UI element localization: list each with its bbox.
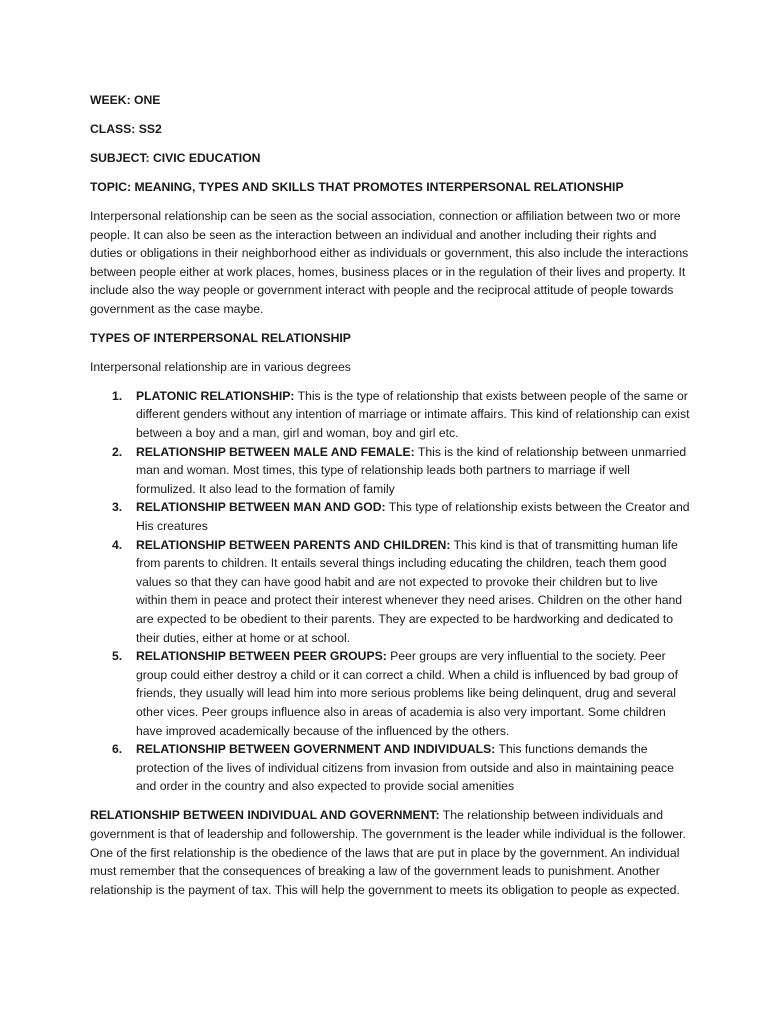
week-line: WEEK: ONE — [90, 93, 161, 107]
list-item — [90, 387, 690, 443]
list-item-text: This kind is that of transmitting human life from parents to children. It entails several things including educating the children, teach them good values so that they can have good habit and are not expected to provoke their children but to live within them in peace and protect their interest whenever they need arises. Children on the other hand are expected to be obedient to their parents. They are expected to be hardworking and dedicated to their duties, either at home or at school. — [136, 537, 683, 645]
types-intro: Interpersonal relationship are in various degrees — [90, 359, 351, 374]
list-item-title: RELATIONSHIP BETWEEN MAN AND GOD: — [136, 500, 386, 515]
list-item-number: 5. — [112, 649, 123, 664]
list-item-title: RELATIONSHIP BETWEEN MALE AND FEMALE: — [136, 444, 415, 459]
closing-paragraph — [90, 806, 690, 899]
list-item-text: This is the type of relationship that exists between people of the same or different genders without any intention of marriage or intimate affairs. This kind of relationship can exist between a boy and a man, girl and woman, boy and girl etc. — [136, 388, 690, 441]
list-item-number: 3. — [112, 500, 123, 515]
list-item-title: RELATIONSHIP BETWEEN GOVERNMENT AND INDIVIDUALS: — [136, 742, 496, 757]
list-item-text: This is the kind of relationship between unmarried man and woman. Most times, this type of relationship leads both partners to marriage if well formulized. It also lead to the formation of family — [136, 444, 687, 496]
topic-line: TOPIC: MEANING, TYPES AND SKILLS THAT PROMOTES INTERPERSONAL RELATIONSHIP — [90, 179, 624, 194]
closing-text: The relationship between individuals and government is that of leadership and followership. The government is the leader while individual is the follower. One of the first relationship is the obedience of the laws that are put in place by the government. An individual must remember that the consequences of breaking a law of the government leads to punishment. Another relationship is the payment of tax. This will help the government to meets its obligation to people as expected. — [90, 808, 686, 897]
intro-paragraph: Interpersonal relationship can be seen as the social association, connection or affiliation between two or more people. It can also be seen as the interaction between an individual and another including their rights and duties or obligations in their neighborhood either as individuals or government, this also include the interactions between people either at work places, homes, business places or in the regulation of their lives and property. It include also the way people or government interact with people and the reciprocal attitude of people towards government as the case maybe. — [90, 208, 689, 316]
list-item-text: Peer groups are very influential to the society. Peer group could either destroy a child or it can correct a child. When a child is influenced by bad group of friends, they usually will lead him into more serious problems like being delinquent, drug and several other vices. Peer groups influence also in areas of academia is also very important. Some children have improved academically because of the influenced by the others. — [136, 649, 678, 738]
list-item — [90, 498, 690, 535]
types-heading: TYPES OF INTERPERSONAL RELATIONSHIP — [90, 330, 351, 345]
list-item — [90, 647, 690, 740]
list-item-title: PLATONIC RELATIONSHIP: — [136, 388, 295, 403]
list-item-title: RELATIONSHIP BETWEEN PARENTS AND CHILDREN: — [136, 537, 451, 552]
subject-line: SUBJECT: CIVIC EDUCATION — [90, 150, 261, 165]
list-item-text: This functions demands the protection of the lives of individual citizens from invasion from outside and also in maintaining peace and order in the country and also expected to provide social amenities — [136, 742, 674, 794]
types-list — [90, 387, 690, 796]
list-item-text: This type of relationship exists between the Creator and His creatures — [136, 500, 690, 534]
list-item-number: 1. — [112, 388, 123, 403]
list-item-number: 4. — [112, 537, 123, 552]
list-item — [90, 740, 690, 796]
list-item-title: RELATIONSHIP BETWEEN PEER GROUPS: — [136, 649, 387, 664]
class-line: CLASS: SS2 — [90, 121, 162, 136]
list-item — [90, 536, 690, 648]
list-item-number: 2. — [112, 444, 123, 459]
document-page — [90, 91, 690, 910]
closing-title: RELATIONSHIP BETWEEN INDIVIDUAL AND GOVERNMENT: — [90, 808, 440, 823]
list-item — [90, 443, 690, 499]
list-item-number: 6. — [112, 742, 123, 757]
